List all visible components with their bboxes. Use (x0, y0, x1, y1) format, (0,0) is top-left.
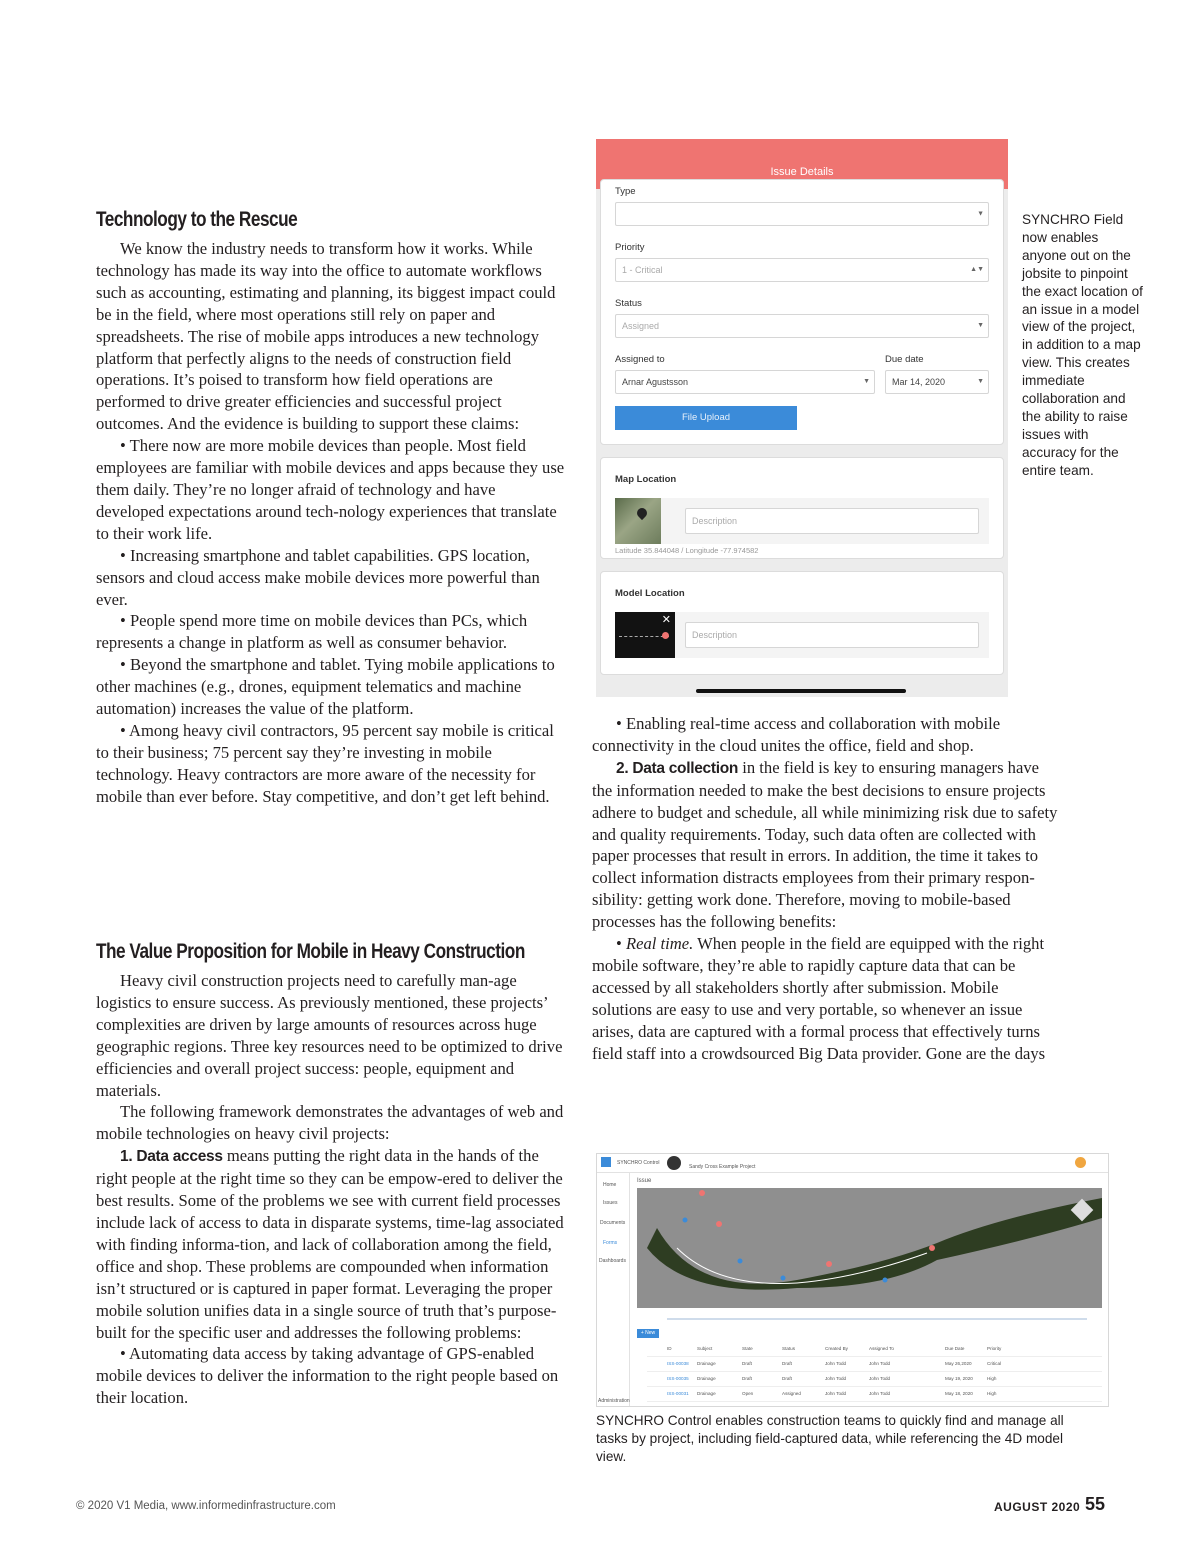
synchro-control-desktop-screenshot (596, 1153, 1109, 1407)
model-location-title: Model Location (615, 588, 685, 599)
phone-caption: SYNCHRO Field now enables anyone out on the jobsite to pinpoint the exact location of an issue in a model view of the project, in addition to a map view. This creates immediate collaboration and the ability to raise issues with accuracy for the entire team. (1022, 212, 1143, 478)
paragraph: We know the industry needs to transform how it works. While technology has made its way into the office to automate workflows such as accounting, estimating and planning, its biggest impact could be in the field, where most operations still rely on paper and spreadsheets. The rise of mobile apps introduces a new technology platform that perfectly aligns to the needs of construction field operations. It’s poised to transform how field operations are performed to drive greater efficiencies and successful project outcomes. And the evidence is building to support these claims: (96, 239, 556, 434)
run-in-heading-data-collection: 2. Data collection (616, 759, 739, 777)
issue-date: AUGUST 2020 (994, 1500, 1081, 1514)
sidebar-item-issues[interactable]: Issues (603, 1200, 618, 1206)
priority-select[interactable]: 1 - Critical ▲▼ (615, 258, 989, 282)
issue-details-header: Issue Details (596, 139, 1008, 189)
table-row[interactable]: ISS-00038 Drainage Draft Draft John Todd John Todd May 26,2020 Critical (647, 1357, 1102, 1372)
home-indicator (696, 689, 906, 693)
breadcrumb: Issue (637, 1178, 652, 1184)
paragraph: Heavy civil construction projects need to carefully man-age logistics to ensure success. As previously mentioned, these projects’ complexities are driven by large amounts of resources across huge geographic regions. Three key resources need to be optimized to drive efficiencies and overall project success: people, equipment and materials. (96, 971, 563, 1100)
model-thumbnail[interactable] (615, 612, 675, 658)
copyright: © 2020 V1 Media, www.informedinfrastructure.com (76, 1500, 336, 1512)
sidebar-item-documents[interactable]: Documents (600, 1220, 626, 1226)
coordinates-readout: Latitude 35.844048 / Longitude -77.974582 (615, 546, 759, 555)
priority-label: Priority (615, 242, 645, 253)
right-column-body (592, 713, 1062, 1065)
avatar[interactable] (1075, 1157, 1086, 1168)
bullet-item: • People spend more time on mobile devices than PCs, which represents a change in platform as well as consumer behavior. (96, 611, 528, 653)
app-header (597, 1154, 1108, 1173)
app-logo-icon (601, 1157, 611, 1167)
bullet-item: • Enabling real-time access and collaboration with mobile connectivity in the cloud unites the office, field and shop. (592, 714, 1001, 755)
stepper-icon: ▲▼ (970, 266, 984, 273)
status-select[interactable]: Assigned ▼ (615, 314, 989, 338)
left-column-body (96, 238, 566, 808)
chevron-down-icon: ▼ (977, 322, 984, 329)
model-description-input[interactable]: Description (685, 622, 979, 648)
bullet-item: • Increasing smartphone and tablet capabilities. GPS location, sensors and cloud access make mobile devices more powerful than ever. (96, 545, 540, 609)
page-number: 55 (1085, 1494, 1106, 1514)
due-date-select[interactable]: Mar 14, 2020 ▼ (885, 370, 989, 394)
map-pin-icon (635, 506, 649, 520)
sidebar (597, 1172, 630, 1406)
timeline-track (667, 1318, 1087, 1320)
model-location-card (600, 571, 1004, 675)
bullet-item: • Automating data access by taking advantage of GPS-enabled mobile devices to deliver the information to the right people based on their location. (96, 1344, 559, 1408)
bullet-item: • Among heavy civil contractors, 95 percent say mobile is critical to their business; 75 percent say they’re investing in mobile technology. Heavy contractors are more aware of the necessity for mobile than ever before. Stay competitive, and don’t get left behind. (96, 720, 554, 806)
section-heading-technology: Technology to the Rescue (96, 208, 298, 231)
map-location-title: Map Location (615, 474, 677, 485)
map-description-input[interactable]: Description (685, 508, 979, 534)
paragraph: 2. Data collection in the field is key to ensuring managers have the information needed to make the best decisions to ensure projects adhere to budget and schedule, all while minimizing risk due to safety and quality requirements. Today, such data often are collected with paper processes that result in errors. In addition, the time it takes to collect information distracts employees from their primary respon-sibility: getting work done. Therefore, moving to mobile-based processes has the following benefits: (592, 757, 1058, 932)
assigned-to-label: Assigned to (615, 354, 665, 365)
chevron-down-icon: ▼ (977, 378, 984, 385)
synchro-field-phone-screenshot (596, 139, 1008, 697)
close-icon[interactable]: ✕ (661, 614, 671, 626)
model-viewport[interactable] (637, 1188, 1102, 1308)
chevron-down-icon: ▼ (863, 378, 870, 385)
sidebar-item-forms[interactable]: Forms (603, 1240, 618, 1246)
sidebar-item-home[interactable]: Home (603, 1182, 617, 1188)
paragraph: The following framework demonstrates the advantages of web and mobile technologies on heavy civil projects: (96, 1102, 564, 1144)
type-label: Type (615, 186, 636, 197)
bullet-item: • There now are more mobile devices than people. Most field employees are familiar with mobile devices and apps because they use them daily. They’re no longer afraid of technology and have developed expectations around tech-nology experiences that translate to their work life. (96, 436, 565, 543)
paragraph: 1. Data access means putting the right data in the hands of the right people at the right time so they can be empow-ered to deliver the best results. Some of the problems we see with current field processes include lack of access to data in disparate systems, time-lag associated with finding informa-tion, and lack of collaboration among the field, office and shop. These problems are compounded when information isn’t structured or is captured in paper format. Leveraging the proper mobile solution unifies data in a single source of truth that’s purpose-built for the specific user and addresses the following problems: (96, 1146, 564, 1342)
bullet-item: • Beyond the smartphone and tablet. Tying mobile applications to other machines (e.g., drones, equipment telematics and machine automation) increases the value of the platform. (96, 655, 555, 719)
due-date-label: Due date (885, 354, 924, 365)
project-name[interactable]: Sandy Cross Example Project (689, 1164, 756, 1170)
chevron-down-icon: ▼ (977, 210, 984, 218)
table-header: ID Subject State Status Created By Assigned To Due Date Priority (647, 1342, 1102, 1357)
timeline-scrubber[interactable] (637, 1314, 1102, 1324)
project-icon (667, 1156, 681, 1170)
section-heading-value-proposition: The Value Proposition for Mobile in Heavy Construction (96, 940, 525, 963)
app-name: SYNCHRO Control (617, 1160, 660, 1166)
italic-lead: Real time. (625, 934, 694, 954)
map-location-card (600, 457, 1004, 559)
bullet-item: • Real time. When people in the field are equipped with the right mobile software, they’re able to rapidly capture data that can be accessed by all stakeholders shortly after submission. Mobile solutions are easy to use and very portable, so whenever an issue arises, data are captured with a formal process that effectively turns field staff into a crowdsourced Big Data provider. Gone are the days (592, 934, 1046, 1063)
table-row[interactable]: ISS-00031 Drainage Open Assigned John Todd John Todd May 18, 2020 High (647, 1387, 1102, 1402)
desktop-caption: SYNCHRO Control enables construction teams to quickly find and manage all tasks by project, including field-captured data, while referencing the 4D model view. (596, 1413, 1064, 1464)
issue-marker-icon (662, 632, 669, 639)
map-thumbnail[interactable] (615, 498, 661, 544)
left-column-body-2 (96, 970, 566, 1409)
new-button[interactable]: + New (637, 1329, 659, 1338)
issue-form-card (600, 179, 1004, 445)
assigned-to-select[interactable]: Arnar Agustsson ▼ (615, 370, 875, 394)
sidebar-item-dashboards[interactable]: Dashboards (599, 1258, 626, 1264)
table-row[interactable]: ISS-00035 Drainage Draft Draft John Todd John Todd May 19, 2020 High (647, 1372, 1102, 1387)
run-in-heading-data-access: 1. Data access (120, 1148, 223, 1166)
file-upload-button[interactable]: File Upload (615, 406, 797, 430)
status-label: Status (615, 298, 642, 309)
sidebar-item-administration[interactable]: Administration (598, 1398, 630, 1404)
4d-model-view (637, 1188, 1102, 1308)
type-select[interactable] (615, 202, 989, 226)
